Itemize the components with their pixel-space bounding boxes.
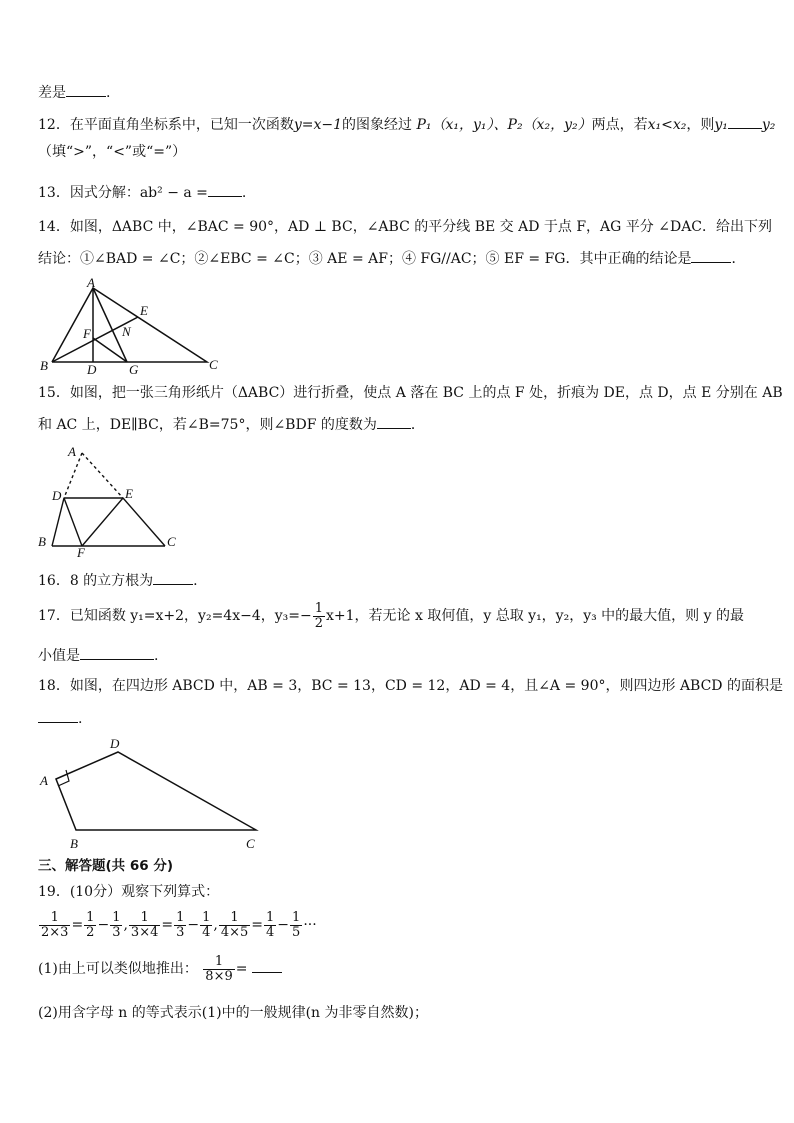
fraction xyxy=(84,911,96,940)
question-12: 12．在平面直角坐标系中，已知一次函数y=x−1的图象经过 P₁（x₁，y₁）、P₂（x₂，y₂）两点，若x₁<x₂，则y₁ y₂ xyxy=(38,114,775,135)
equation-symbol: = xyxy=(161,917,174,933)
numerator: 1 xyxy=(112,909,121,925)
q14-label-c: C xyxy=(209,357,218,372)
equation-symbol: − xyxy=(277,917,290,933)
denominator: 4 xyxy=(202,924,211,940)
question-14: 14．如图，ΔABC 中，∠BAC = 90°，AD ⊥ BC，∠ABC 的平分线 BE 交 AD 于点 F，AG 平分 ∠DAC．给出下列 xyxy=(38,219,773,235)
numerator: 1 xyxy=(176,909,185,925)
q19-equations xyxy=(38,908,317,942)
numerator: 1 xyxy=(202,909,211,925)
numerator: 1 xyxy=(140,909,149,925)
q15-label-a: A xyxy=(68,444,76,459)
numerator: 1 xyxy=(266,909,275,925)
q14-label-a: A xyxy=(87,275,95,290)
numerator: 1 xyxy=(50,909,59,925)
question-14-line2: 结论：①∠BAD = ∠C；②∠EBC = ∠C；③ AE = AF；④ FG//AC；⑤ EF = FG．其中正确的结论是 ． xyxy=(38,248,745,269)
q14-label-n: N xyxy=(122,324,131,339)
question-16: 16．8 的立方根为 . xyxy=(38,570,198,591)
q18-label-b: B xyxy=(70,836,78,851)
denominator: 3 xyxy=(112,924,121,940)
denominator: 3×4 xyxy=(130,924,159,940)
equation-symbol: = xyxy=(251,917,264,933)
question-13: 13．因式分解：ab² − a = . xyxy=(38,182,246,203)
denominator: 2×3 xyxy=(41,924,69,940)
fraction xyxy=(129,911,160,940)
q15-label-c: C xyxy=(167,534,176,549)
question-18-line2: . xyxy=(38,708,82,729)
q15-label-b: B xyxy=(38,534,46,549)
equation-symbol: = xyxy=(71,917,84,933)
q14-label-e: E xyxy=(140,303,148,318)
q11-tail: 差是 . xyxy=(38,82,110,103)
q14-label-g: G xyxy=(129,362,139,377)
denominator: 5 xyxy=(292,924,301,940)
fraction xyxy=(174,911,186,940)
question-15: 15．如图，把一张三角形纸片（ΔABC）进行折叠，使点 A 落在 BC 上的点 F 处，折痕为 DE，点 D，点 E 分别在 AB xyxy=(38,385,783,401)
q18-label-c: C xyxy=(246,836,255,851)
fraction xyxy=(200,911,212,940)
answer-blank[interactable] xyxy=(252,958,282,973)
fraction xyxy=(110,911,122,940)
equation-symbol: − xyxy=(97,917,110,933)
question-17-line2: 小值是 . xyxy=(38,645,158,666)
numerator: 1 xyxy=(292,909,301,925)
q15-label-d: D xyxy=(52,488,62,503)
denominator: 4 xyxy=(266,924,275,940)
fraction xyxy=(39,911,70,940)
fraction xyxy=(264,911,276,940)
question-17: 17．已知函数 y₁=x+2，y₂=4x−4，y₃=− $\frac{1}{2}$ x+1，若无论 x 取何值，y 总取 y₁，y₂，y₃ 中的最大值，则 y 的最 xyxy=(38,600,744,631)
numerator: 1 xyxy=(230,909,239,925)
question-15-line2: 和 AC 上，DE∥BC，若∠B=75°，则∠BDF 的度数为 ． xyxy=(38,414,425,435)
equation-symbol: , xyxy=(213,917,218,933)
q15-label-e: E xyxy=(125,486,133,501)
question-18: 18．如图，在四边形 ABCD 中，AB = 3，BC = 13，CD = 12，AD = 4，且∠A = 90°，则四边形 ABCD 的面积是 xyxy=(38,678,783,694)
denominator: 2 xyxy=(86,924,95,940)
equation-symbol: ··· xyxy=(303,917,317,933)
q19-part1: (1)由上可以类似地推出： $\frac{1}{8\times 9}$ = xyxy=(38,953,282,985)
fraction xyxy=(290,911,302,940)
q14-label-b: B xyxy=(40,358,48,373)
numerator: 1 xyxy=(86,909,95,925)
fraction xyxy=(219,911,250,940)
q19-part2: (2)用含字母 n 的等式表示(1)中的一般规律(n 为非零自然数)； xyxy=(38,1005,428,1021)
q14-label-f: F xyxy=(83,326,91,341)
section-heading: 三、解答题(共 66 分) xyxy=(38,858,174,874)
question-19: 19．(10分）观察下列算式： xyxy=(38,884,220,900)
q18-label-a: A xyxy=(40,773,48,788)
equation-symbol: , xyxy=(123,917,128,933)
fraction: $\frac{1}{8\times 9}$ xyxy=(205,953,233,984)
equation-symbol: − xyxy=(187,917,200,933)
denominator: 3 xyxy=(176,924,185,940)
q18-label-d: D xyxy=(110,736,120,751)
question-12-line2: （填“>”，“<”或“=”） xyxy=(38,144,187,160)
denominator: 4×5 xyxy=(220,924,249,940)
q14-label-d: D xyxy=(87,362,97,377)
fraction: $\frac{1}{2}$ xyxy=(314,600,324,631)
q15-label-f: F xyxy=(77,545,85,560)
